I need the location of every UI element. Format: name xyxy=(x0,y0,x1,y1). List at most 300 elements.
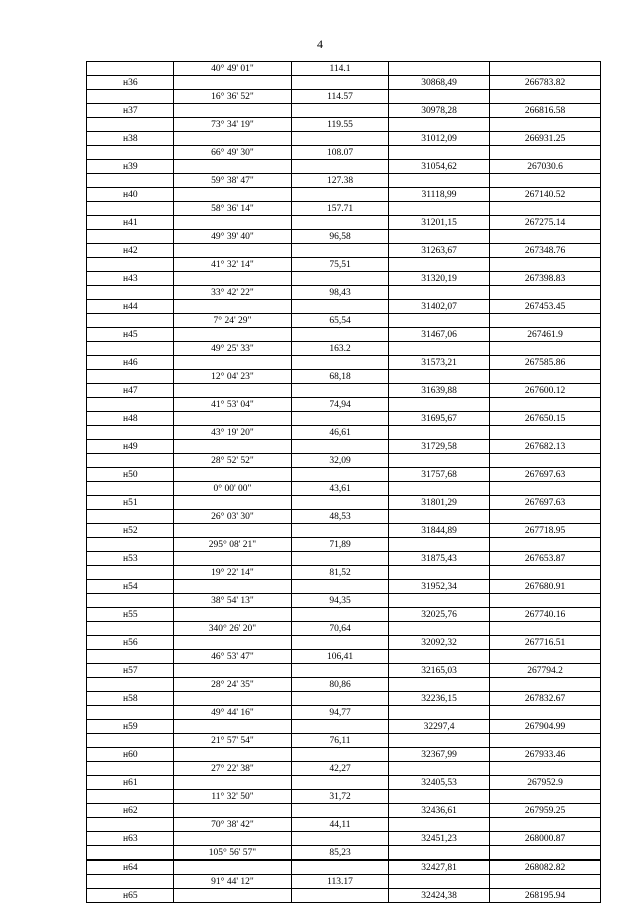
table-row xyxy=(87,216,601,230)
point-id-cell xyxy=(87,734,174,748)
point-id-cell: н48 xyxy=(87,412,174,426)
point-id-cell xyxy=(87,62,174,76)
table-row xyxy=(87,678,601,692)
coordinates-table-body xyxy=(87,62,601,903)
direction-angle-cell xyxy=(174,664,292,678)
x-coordinate-cell xyxy=(389,454,490,468)
table-row xyxy=(87,622,601,636)
table-row xyxy=(87,762,601,776)
y-coordinate-cell xyxy=(490,594,601,608)
x-coordinate-cell xyxy=(389,566,490,580)
direction-angle-cell xyxy=(174,104,292,118)
direction-angle-cell: 16° 36' 52" xyxy=(174,90,292,104)
x-coordinate-cell xyxy=(389,62,490,76)
point-id-cell: н53 xyxy=(87,552,174,566)
y-coordinate-cell: 267348.76 xyxy=(490,244,601,258)
table-row xyxy=(87,832,601,846)
x-coordinate-cell: 31201,15 xyxy=(389,216,490,230)
y-coordinate-cell xyxy=(490,734,601,748)
direction-angle-cell: 66° 49' 30" xyxy=(174,146,292,160)
coordinates-table xyxy=(86,61,601,903)
distance-cell xyxy=(292,132,389,146)
point-id-cell xyxy=(87,594,174,608)
table-row xyxy=(87,272,601,286)
y-coordinate-cell xyxy=(490,230,601,244)
distance-cell: 108.07 xyxy=(292,146,389,160)
x-coordinate-cell xyxy=(389,230,490,244)
distance-cell: 75,51 xyxy=(292,258,389,272)
y-coordinate-cell: 268195.94 xyxy=(490,889,601,903)
point-id-cell: н65 xyxy=(87,889,174,903)
distance-cell xyxy=(292,524,389,538)
y-coordinate-cell: 267832.67 xyxy=(490,692,601,706)
y-coordinate-cell: 267030.6 xyxy=(490,160,601,174)
distance-cell xyxy=(292,608,389,622)
point-id-cell xyxy=(87,314,174,328)
y-coordinate-cell xyxy=(490,790,601,804)
y-coordinate-cell xyxy=(490,258,601,272)
point-id-cell xyxy=(87,650,174,664)
distance-cell: 114.57 xyxy=(292,90,389,104)
y-coordinate-cell xyxy=(490,118,601,132)
y-coordinate-cell xyxy=(490,846,601,861)
distance-cell xyxy=(292,552,389,566)
direction-angle-cell xyxy=(174,356,292,370)
point-id-cell: н47 xyxy=(87,384,174,398)
distance-cell: 32,09 xyxy=(292,454,389,468)
x-coordinate-cell: 31757,68 xyxy=(389,468,490,482)
y-coordinate-cell: 266816.58 xyxy=(490,104,601,118)
y-coordinate-cell: 266931.25 xyxy=(490,132,601,146)
distance-cell xyxy=(292,832,389,846)
distance-cell xyxy=(292,720,389,734)
distance-cell: 114.1 xyxy=(292,62,389,76)
y-coordinate-cell xyxy=(490,538,601,552)
y-coordinate-cell: 267461.9 xyxy=(490,328,601,342)
x-coordinate-cell: 31118,99 xyxy=(389,188,490,202)
distance-cell xyxy=(292,356,389,370)
x-coordinate-cell xyxy=(389,482,490,496)
direction-angle-cell: 43° 19' 20" xyxy=(174,426,292,440)
distance-cell: 106,41 xyxy=(292,650,389,664)
direction-angle-cell xyxy=(174,412,292,426)
y-coordinate-cell xyxy=(490,426,601,440)
y-coordinate-cell xyxy=(490,398,601,412)
x-coordinate-cell: 32427,81 xyxy=(389,860,490,875)
table-row xyxy=(87,412,601,426)
point-id-cell xyxy=(87,510,174,524)
y-coordinate-cell: 267585.86 xyxy=(490,356,601,370)
x-coordinate-cell: 32367,99 xyxy=(389,748,490,762)
direction-angle-cell xyxy=(174,244,292,258)
x-coordinate-cell: 31952,34 xyxy=(389,580,490,594)
distance-cell xyxy=(292,692,389,706)
point-id-cell: н63 xyxy=(87,832,174,846)
distance-cell xyxy=(292,776,389,790)
distance-cell: 74,94 xyxy=(292,398,389,412)
point-id-cell: н55 xyxy=(87,608,174,622)
table-row xyxy=(87,468,601,482)
table-row xyxy=(87,524,601,538)
y-coordinate-cell xyxy=(490,818,601,832)
table-row xyxy=(87,146,601,160)
table-row xyxy=(87,482,601,496)
table-row xyxy=(87,258,601,272)
x-coordinate-cell xyxy=(389,258,490,272)
distance-cell: 113.17 xyxy=(292,875,389,889)
y-coordinate-cell: 267697.63 xyxy=(490,468,601,482)
direction-angle-cell xyxy=(174,132,292,146)
point-id-cell: н54 xyxy=(87,580,174,594)
direction-angle-cell: 49° 44' 16" xyxy=(174,706,292,720)
x-coordinate-cell xyxy=(389,510,490,524)
point-id-cell: н51 xyxy=(87,496,174,510)
x-coordinate-cell: 32451,23 xyxy=(389,832,490,846)
distance-cell: 81,52 xyxy=(292,566,389,580)
direction-angle-cell xyxy=(174,300,292,314)
y-coordinate-cell xyxy=(490,482,601,496)
point-id-cell xyxy=(87,146,174,160)
distance-cell xyxy=(292,496,389,510)
direction-angle-cell xyxy=(174,720,292,734)
distance-cell: 94,35 xyxy=(292,594,389,608)
point-id-cell: н49 xyxy=(87,440,174,454)
x-coordinate-cell xyxy=(389,594,490,608)
table-row xyxy=(87,118,601,132)
point-id-cell xyxy=(87,706,174,720)
x-coordinate-cell: 32025,76 xyxy=(389,608,490,622)
table-row xyxy=(87,496,601,510)
distance-cell: 163.2 xyxy=(292,342,389,356)
point-id-cell xyxy=(87,258,174,272)
x-coordinate-cell xyxy=(389,875,490,889)
direction-angle-cell: 295° 08' 21" xyxy=(174,538,292,552)
x-coordinate-cell xyxy=(389,342,490,356)
table-row xyxy=(87,328,601,342)
table-row xyxy=(87,244,601,258)
direction-angle-cell xyxy=(174,889,292,903)
point-id-cell: н38 xyxy=(87,132,174,146)
x-coordinate-cell: 31054,62 xyxy=(389,160,490,174)
table-row xyxy=(87,734,601,748)
point-id-cell: н59 xyxy=(87,720,174,734)
x-coordinate-cell xyxy=(389,762,490,776)
point-id-cell xyxy=(87,818,174,832)
distance-cell: 42,27 xyxy=(292,762,389,776)
table-row xyxy=(87,160,601,174)
x-coordinate-cell: 30868,49 xyxy=(389,76,490,90)
x-coordinate-cell: 32236,15 xyxy=(389,692,490,706)
direction-angle-cell: 11° 32' 50" xyxy=(174,790,292,804)
y-coordinate-cell xyxy=(490,622,601,636)
x-coordinate-cell: 31263,67 xyxy=(389,244,490,258)
direction-angle-cell xyxy=(174,328,292,342)
distance-cell: 98,43 xyxy=(292,286,389,300)
point-id-cell: н58 xyxy=(87,692,174,706)
direction-angle-cell xyxy=(174,524,292,538)
point-id-cell xyxy=(87,174,174,188)
y-coordinate-cell xyxy=(490,566,601,580)
direction-angle-cell: 91° 44' 12" xyxy=(174,875,292,889)
y-coordinate-cell: 267398.83 xyxy=(490,272,601,286)
point-id-cell xyxy=(87,790,174,804)
y-coordinate-cell xyxy=(490,370,601,384)
direction-angle-cell: 7° 24' 29" xyxy=(174,314,292,328)
direction-angle-cell: 59° 38' 47" xyxy=(174,174,292,188)
x-coordinate-cell: 31012,09 xyxy=(389,132,490,146)
direction-angle-cell: 26° 03' 30" xyxy=(174,510,292,524)
y-coordinate-cell xyxy=(490,90,601,104)
y-coordinate-cell xyxy=(490,875,601,889)
direction-angle-cell: 58° 36' 14" xyxy=(174,202,292,216)
y-coordinate-cell: 268000.87 xyxy=(490,832,601,846)
x-coordinate-cell xyxy=(389,622,490,636)
x-coordinate-cell: 31729,58 xyxy=(389,440,490,454)
y-coordinate-cell xyxy=(490,314,601,328)
table-row xyxy=(87,594,601,608)
direction-angle-cell xyxy=(174,216,292,230)
y-coordinate-cell: 267453.45 xyxy=(490,300,601,314)
distance-cell xyxy=(292,104,389,118)
table-row xyxy=(87,720,601,734)
direction-angle-cell xyxy=(174,272,292,286)
distance-cell: 96,58 xyxy=(292,230,389,244)
point-id-cell xyxy=(87,875,174,889)
table-row xyxy=(87,510,601,524)
table-row xyxy=(87,356,601,370)
point-id-cell: н56 xyxy=(87,636,174,650)
y-coordinate-cell: 267716.51 xyxy=(490,636,601,650)
x-coordinate-cell xyxy=(389,538,490,552)
point-id-cell xyxy=(87,286,174,300)
distance-cell: 46,61 xyxy=(292,426,389,440)
y-coordinate-cell xyxy=(490,650,601,664)
direction-angle-cell xyxy=(174,860,292,875)
x-coordinate-cell: 31573,21 xyxy=(389,356,490,370)
table-row xyxy=(87,538,601,552)
x-coordinate-cell xyxy=(389,398,490,412)
table-row xyxy=(87,706,601,720)
direction-angle-cell xyxy=(174,160,292,174)
y-coordinate-cell xyxy=(490,286,601,300)
y-coordinate-cell xyxy=(490,202,601,216)
direction-angle-cell xyxy=(174,636,292,650)
y-coordinate-cell: 267959.25 xyxy=(490,804,601,818)
point-id-cell: н60 xyxy=(87,748,174,762)
table-row xyxy=(87,342,601,356)
table-row xyxy=(87,566,601,580)
x-coordinate-cell: 31467,06 xyxy=(389,328,490,342)
y-coordinate-cell: 267600.12 xyxy=(490,384,601,398)
table-row xyxy=(87,398,601,412)
direction-angle-cell xyxy=(174,496,292,510)
direction-angle-cell: 19° 22' 14" xyxy=(174,566,292,580)
direction-angle-cell: 27° 22' 38" xyxy=(174,762,292,776)
table-row xyxy=(87,188,601,202)
distance-cell: 119.55 xyxy=(292,118,389,132)
distance-cell xyxy=(292,804,389,818)
direction-angle-cell xyxy=(174,776,292,790)
x-coordinate-cell: 30978,28 xyxy=(389,104,490,118)
direction-angle-cell xyxy=(174,608,292,622)
direction-angle-cell: 38° 54' 13" xyxy=(174,594,292,608)
y-coordinate-cell: 267904.99 xyxy=(490,720,601,734)
direction-angle-cell: 21° 57' 54" xyxy=(174,734,292,748)
distance-cell xyxy=(292,300,389,314)
table-row xyxy=(87,818,601,832)
y-coordinate-cell: 267140.52 xyxy=(490,188,601,202)
point-id-cell: н46 xyxy=(87,356,174,370)
x-coordinate-cell xyxy=(389,650,490,664)
distance-cell: 85,23 xyxy=(292,846,389,861)
table-row xyxy=(87,889,601,903)
x-coordinate-cell xyxy=(389,678,490,692)
distance-cell xyxy=(292,76,389,90)
x-coordinate-cell xyxy=(389,286,490,300)
table-row xyxy=(87,174,601,188)
point-id-cell xyxy=(87,846,174,861)
distance-cell: 70,64 xyxy=(292,622,389,636)
x-coordinate-cell: 31844,89 xyxy=(389,524,490,538)
distance-cell: 71,89 xyxy=(292,538,389,552)
table-row xyxy=(87,664,601,678)
distance-cell xyxy=(292,664,389,678)
x-coordinate-cell: 32424,38 xyxy=(389,889,490,903)
y-coordinate-cell: 266783.82 xyxy=(490,76,601,90)
distance-cell: 76,11 xyxy=(292,734,389,748)
x-coordinate-cell: 31801,29 xyxy=(389,496,490,510)
table-row xyxy=(87,875,601,889)
table-row xyxy=(87,76,601,90)
direction-angle-cell: 70° 38' 42" xyxy=(174,818,292,832)
point-id-cell xyxy=(87,118,174,132)
point-id-cell: н57 xyxy=(87,664,174,678)
distance-cell: 43,61 xyxy=(292,482,389,496)
point-id-cell: н52 xyxy=(87,524,174,538)
table-row xyxy=(87,104,601,118)
y-coordinate-cell: 267740.16 xyxy=(490,608,601,622)
table-row xyxy=(87,426,601,440)
direction-angle-cell xyxy=(174,76,292,90)
y-coordinate-cell xyxy=(490,174,601,188)
direction-angle-cell: 46° 53' 47" xyxy=(174,650,292,664)
x-coordinate-cell xyxy=(389,202,490,216)
distance-cell: 80,86 xyxy=(292,678,389,692)
y-coordinate-cell xyxy=(490,510,601,524)
direction-angle-cell: 105° 56' 57" xyxy=(174,846,292,861)
direction-angle-cell: 40° 49' 01" xyxy=(174,62,292,76)
direction-angle-cell: 73° 34' 19" xyxy=(174,118,292,132)
distance-cell xyxy=(292,889,389,903)
distance-cell xyxy=(292,216,389,230)
point-id-cell: н37 xyxy=(87,104,174,118)
distance-cell xyxy=(292,412,389,426)
table-row xyxy=(87,286,601,300)
distance-cell: 127.38 xyxy=(292,174,389,188)
table-row xyxy=(87,846,601,861)
x-coordinate-cell xyxy=(389,174,490,188)
distance-cell xyxy=(292,468,389,482)
direction-angle-cell xyxy=(174,384,292,398)
point-id-cell: н43 xyxy=(87,272,174,286)
point-id-cell xyxy=(87,762,174,776)
table-row xyxy=(87,132,601,146)
point-id-cell xyxy=(87,342,174,356)
y-coordinate-cell xyxy=(490,342,601,356)
distance-cell: 48,53 xyxy=(292,510,389,524)
direction-angle-cell xyxy=(174,440,292,454)
direction-angle-cell xyxy=(174,468,292,482)
point-id-cell: н62 xyxy=(87,804,174,818)
table-row xyxy=(87,580,601,594)
x-coordinate-cell xyxy=(389,118,490,132)
point-id-cell xyxy=(87,622,174,636)
distance-cell: 65,54 xyxy=(292,314,389,328)
y-coordinate-cell: 267794.2 xyxy=(490,664,601,678)
table-row xyxy=(87,650,601,664)
table-row xyxy=(87,202,601,216)
y-coordinate-cell: 267933.46 xyxy=(490,748,601,762)
table-row xyxy=(87,62,601,76)
x-coordinate-cell xyxy=(389,314,490,328)
direction-angle-cell: 49° 39' 40" xyxy=(174,230,292,244)
direction-angle-cell: 33° 42' 22" xyxy=(174,286,292,300)
direction-angle-cell xyxy=(174,580,292,594)
x-coordinate-cell: 32165,03 xyxy=(389,664,490,678)
point-id-cell: н39 xyxy=(87,160,174,174)
y-coordinate-cell: 267697.63 xyxy=(490,496,601,510)
point-id-cell: н44 xyxy=(87,300,174,314)
page-number: 4 xyxy=(317,37,323,51)
x-coordinate-cell xyxy=(389,818,490,832)
point-id-cell xyxy=(87,426,174,440)
y-coordinate-cell: 267682.13 xyxy=(490,440,601,454)
direction-angle-cell xyxy=(174,188,292,202)
distance-cell xyxy=(292,440,389,454)
point-id-cell: н45 xyxy=(87,328,174,342)
x-coordinate-cell xyxy=(389,370,490,384)
table-row xyxy=(87,384,601,398)
table-row xyxy=(87,552,601,566)
direction-angle-cell: 340° 26' 20" xyxy=(174,622,292,636)
distance-cell: 44,11 xyxy=(292,818,389,832)
point-id-cell xyxy=(87,454,174,468)
x-coordinate-cell: 32405,53 xyxy=(389,776,490,790)
direction-angle-cell xyxy=(174,552,292,566)
distance-cell xyxy=(292,328,389,342)
direction-angle-cell: 49° 25' 33" xyxy=(174,342,292,356)
direction-angle-cell: 41° 32' 14" xyxy=(174,258,292,272)
table-row xyxy=(87,314,601,328)
x-coordinate-cell xyxy=(389,846,490,861)
table-row xyxy=(87,300,601,314)
y-coordinate-cell xyxy=(490,62,601,76)
table-row xyxy=(87,776,601,790)
y-coordinate-cell xyxy=(490,454,601,468)
direction-angle-cell xyxy=(174,692,292,706)
direction-angle-cell: 28° 24' 35" xyxy=(174,678,292,692)
y-coordinate-cell xyxy=(490,146,601,160)
table-row xyxy=(87,440,601,454)
point-id-cell: н50 xyxy=(87,468,174,482)
point-id-cell xyxy=(87,370,174,384)
point-id-cell: н61 xyxy=(87,776,174,790)
distance-cell: 157.71 xyxy=(292,202,389,216)
table-row xyxy=(87,90,601,104)
direction-angle-cell xyxy=(174,832,292,846)
y-coordinate-cell: 267653.87 xyxy=(490,552,601,566)
y-coordinate-cell xyxy=(490,762,601,776)
